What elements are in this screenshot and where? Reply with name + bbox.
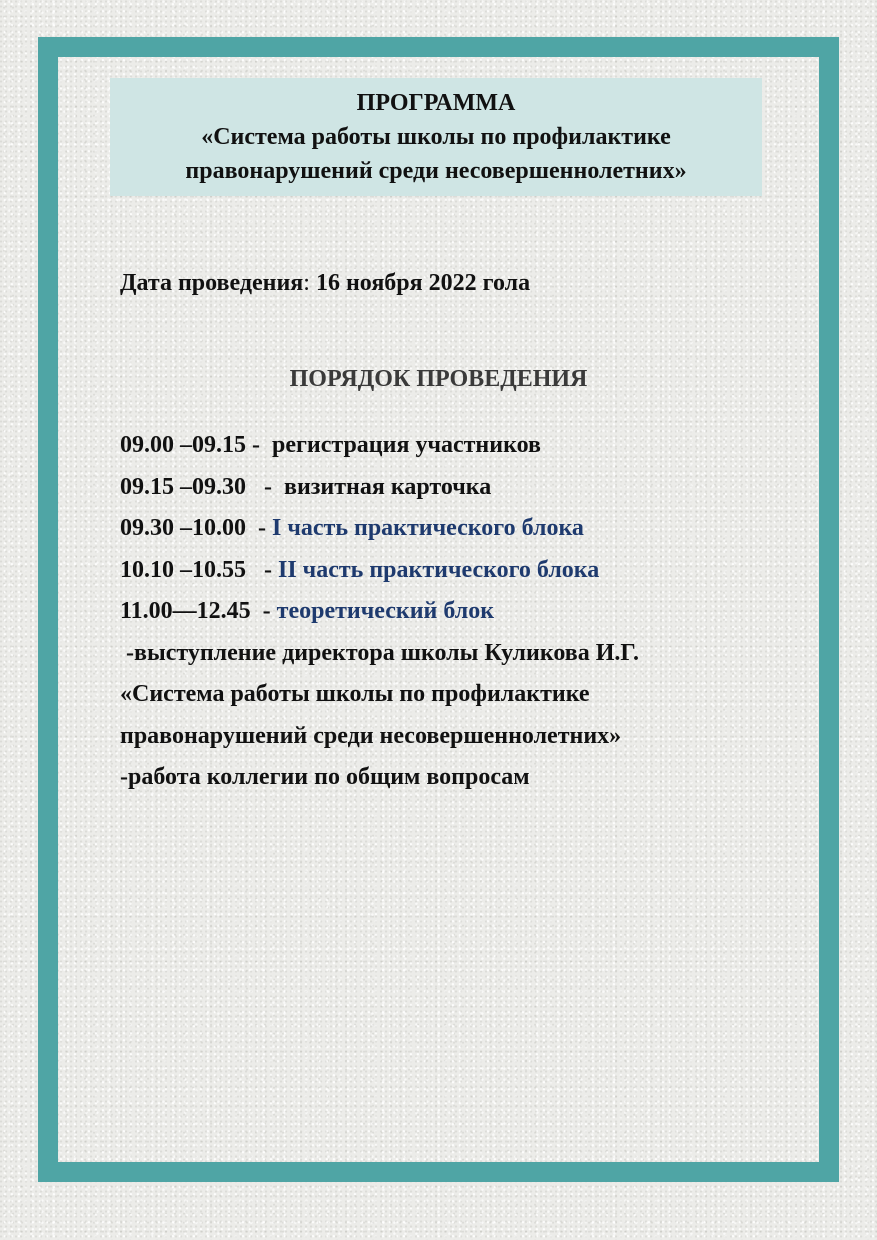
schedule-row — [120, 591, 639, 633]
event-date — [120, 270, 530, 297]
schedule-time: 09.15 –09.30 - — [120, 473, 284, 500]
schedule-activity: визитная карточка — [284, 473, 492, 500]
schedule-list — [120, 425, 639, 799]
program-subtitle-line-2: правонарушений среди несовершеннолетних» — [185, 158, 687, 184]
schedule-row — [120, 425, 639, 467]
schedule-time: 09.00 –09.15 - — [120, 432, 272, 458]
schedule-time: 11.00—12.45 - — [120, 598, 277, 624]
date-separator: : — [303, 270, 316, 296]
schedule-time: 09.30 –10.00 - — [120, 515, 272, 541]
order-heading: ПОРЯДОК ПРОВЕДЕНИЯ — [289, 366, 588, 392]
date-label: Дата проведения — [120, 270, 304, 296]
schedule-activity: II часть практического блока — [278, 556, 600, 583]
program-title-box — [110, 78, 762, 196]
schedule-activity: регистрация участников — [272, 432, 541, 458]
schedule-time: 10.10 –10.55 - — [120, 556, 278, 583]
schedule-row — [120, 508, 639, 550]
program-title: ПРОГРАММА — [356, 90, 516, 116]
program-subtitle-line-1: «Система работы школы по профилактике — [201, 124, 671, 150]
date-value: 16 ноября 2022 гола — [315, 270, 531, 296]
detail-line: -выступление директора школы Куликова И.Г. — [120, 639, 639, 666]
detail-line: правонарушений среди несовершеннолетних» — [120, 722, 622, 749]
schedule-row — [120, 550, 639, 592]
schedule-activity: теоретический блок — [276, 598, 495, 624]
schedule-activity: I часть практического блока — [272, 515, 584, 541]
detail-line: «Система работы школы по профилактике — [120, 681, 590, 707]
detail-line: -работа коллегии по общим вопросам — [120, 764, 530, 790]
schedule-row — [120, 467, 639, 509]
